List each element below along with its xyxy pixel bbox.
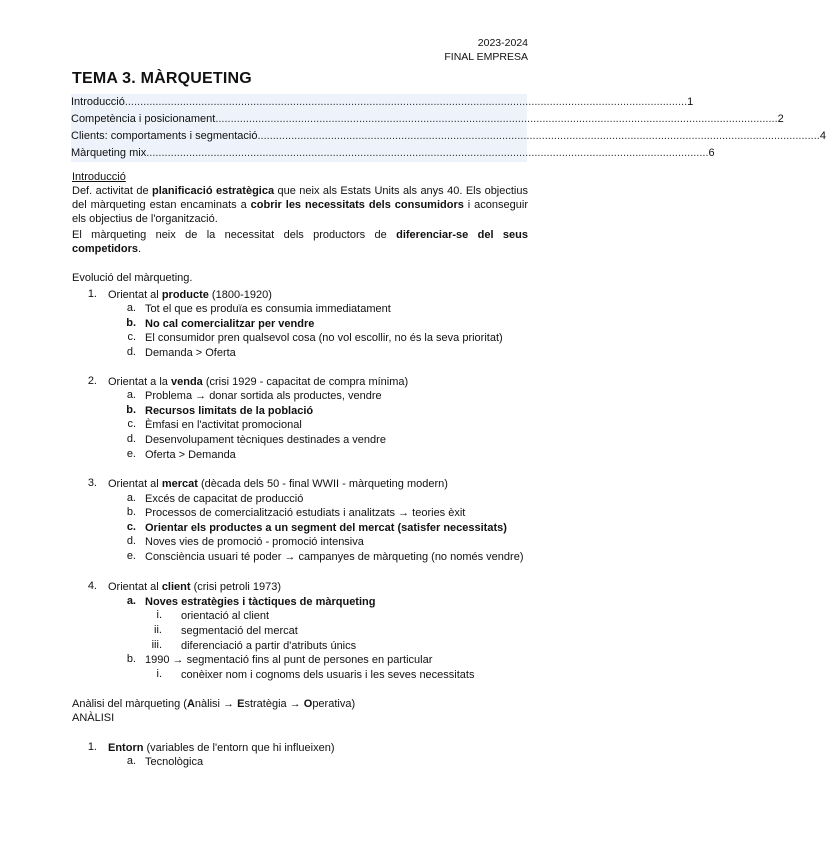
toc-page: 1 (687, 96, 694, 108)
toc-page: 4 (819, 130, 826, 142)
toc-page: 6 (708, 147, 715, 159)
sub-mark: a. (126, 389, 136, 401)
list-number: 1. (87, 741, 97, 753)
text-run-bold: planificació estratègica (152, 185, 275, 197)
text-run: (1800-1920) (208, 289, 272, 301)
sub-item: Problema → donar sortida als productes, vendre (145, 390, 382, 402)
intro-paragraph-1 (72, 184, 528, 227)
sub-item: Demanda > Oferta (145, 347, 236, 359)
sub-item: 1990 → segmentació fins al punt de persones en particular (145, 654, 433, 666)
text-run: Orientat al (108, 581, 162, 593)
text-run-bold: mercat (161, 478, 198, 490)
text-run-bold: A (186, 698, 195, 710)
sub-item: Recursos limitats de la població (145, 405, 314, 417)
list-item-producte (108, 288, 272, 302)
roman-item: diferenciació a partir d'atributs únics (181, 640, 357, 652)
toc-leader: ........................................................................................................................................................................................ (215, 113, 778, 125)
sub-mark: d. (126, 346, 136, 358)
roman-item: segmentació del mercat (181, 625, 298, 637)
intro-heading (72, 170, 528, 184)
text-run-bold: Entorn (108, 742, 144, 754)
sub-mark: a. (126, 595, 136, 607)
text-run: (crisi petroli 1973) (190, 581, 282, 593)
toc-label: Competència i posicionament (71, 113, 216, 125)
sub-mark: c. (127, 331, 136, 343)
toc-leader: ........................................................................................................................................................................................ (146, 147, 709, 159)
text-run: stratègia → (244, 698, 304, 710)
roman-mark: iii. (151, 639, 162, 651)
sub-item: Oferta > Demanda (145, 449, 236, 461)
analysis-line (72, 697, 355, 711)
sub-item: No cal comercialitzar per vendre (145, 318, 315, 330)
header-year: 2023-2024 (477, 37, 528, 49)
sub-mark: e. (126, 448, 136, 460)
sub-mark: b. (126, 653, 136, 665)
list-item-client (108, 580, 281, 594)
text-run: . (138, 243, 142, 256)
list-number: 4. (87, 580, 97, 592)
sub-item: Èmfasi en l'activitat promocional (145, 419, 302, 431)
list-number: 3. (87, 477, 97, 489)
toc-label: Màrqueting mix (71, 147, 147, 159)
roman-item: conèixer nom i cognoms dels usuaris i les seves necessitats (181, 669, 475, 681)
toc-label: Clients: comportaments i segmentació (71, 130, 258, 142)
toc-leader: ........................................................................................................................................................................................ (124, 96, 688, 108)
text-run-bold: cobrir les necessitats dels consumidors (250, 199, 464, 212)
sub-mark: c. (126, 521, 136, 533)
list-item-entorn (108, 741, 335, 755)
sub-mark: a. (126, 302, 136, 314)
sub-mark: c. (127, 418, 136, 430)
sub-mark: a. (126, 755, 136, 767)
sub-mark: d. (126, 535, 136, 547)
sub-mark: b. (126, 404, 136, 416)
text-run-bold: client (161, 581, 191, 593)
sub-item: Noves estratègies i tàctiques de màrqueting (145, 596, 376, 608)
toc-page: 2 (777, 113, 784, 125)
sub-item: Tecnològica (145, 756, 204, 768)
text-run: El màrqueting neix de la necessitat dels productors de (72, 229, 397, 241)
text-run-bold: E (237, 698, 245, 710)
text-run: i aconseguir els objectius de l'organització. (72, 199, 528, 226)
roman-mark: i. (156, 609, 162, 621)
page-title: TEMA 3. MÀRQUETING (72, 70, 252, 87)
sub-item: Desenvolupament tècniques destinades a vendre (145, 434, 386, 446)
text-run-bold: O (303, 698, 313, 710)
toc-entry-clients[interactable] (71, 128, 826, 145)
text-run: perativa) (312, 698, 356, 710)
sub-item: El consumidor pren qualsevol cosa (no vol escollir, no és la seva prioritat) (145, 332, 503, 344)
sub-mark: b. (126, 506, 136, 518)
roman-mark: ii. (154, 624, 162, 636)
text-run: Def. activitat de (72, 185, 153, 197)
sub-item: Excés de capacitat de producció (145, 493, 304, 505)
toc-entry-competencia[interactable] (71, 111, 784, 128)
toc-entry-marqueting-mix[interactable] (71, 145, 715, 162)
intro-heading-text: Introducció (72, 171, 126, 183)
sub-item: Orientar els productes a un segment del mercat (satisfer necessitats) (145, 522, 507, 534)
text-run: que neix als Estats Units als anys 40. Els objectius del màrqueting estan encaminats a (72, 185, 528, 212)
analysis-section-heading: ANÀLISI (72, 712, 115, 724)
text-run-bold: venda (170, 376, 203, 388)
toc-label: Introducció (71, 96, 125, 108)
sub-mark: a. (126, 492, 136, 504)
list-number: 2. (87, 375, 97, 387)
text-run: Orientat al (108, 478, 162, 490)
text-run: (crisi 1929 - capacitat de compra mínima) (202, 376, 409, 388)
table-of-contents (71, 94, 826, 162)
list-item-mercat (108, 477, 448, 491)
text-run: Orientat a la (108, 376, 171, 388)
sub-mark: e. (126, 550, 136, 562)
list-number: 1. (87, 288, 97, 300)
toc-leader: ........................................................................................................................................................................................ (257, 130, 820, 142)
text-run-bold: diferenciar-se del seus competidors (72, 229, 528, 256)
sub-item: Processos de comercialització estudiats i analitzats → teories èxit (145, 507, 466, 519)
sub-item: Noves vies de promoció - promoció intensiva (145, 536, 364, 548)
sub-item: Consciència usuari té poder → campanyes de màrqueting (no només vendre) (145, 551, 524, 563)
list-item-venda (108, 375, 408, 389)
text-run: nàlisi → (194, 698, 238, 710)
roman-mark: i. (156, 668, 162, 680)
header-subtitle: FINAL EMPRESA (444, 51, 528, 63)
intro-paragraph-2 (72, 228, 528, 256)
sub-mark: b. (126, 317, 136, 329)
toc-entry-introduccio[interactable] (71, 94, 694, 111)
evolution-heading: Evolució del màrqueting. (72, 272, 193, 284)
text-run: Orientat al (108, 289, 162, 301)
roman-item: orientació al client (181, 610, 270, 622)
sub-mark: d. (126, 433, 136, 445)
text-run: Anàlisi del màrqueting ( (72, 698, 187, 710)
text-run: (dècada dels 50 - final WWII - màrqueting modern) (197, 478, 448, 490)
text-run: (variables de l'entorn que hi influeixen) (143, 742, 335, 754)
text-run-bold: producte (161, 289, 209, 301)
sub-item: Tot el que es produïa es consumia immediatament (145, 303, 391, 315)
